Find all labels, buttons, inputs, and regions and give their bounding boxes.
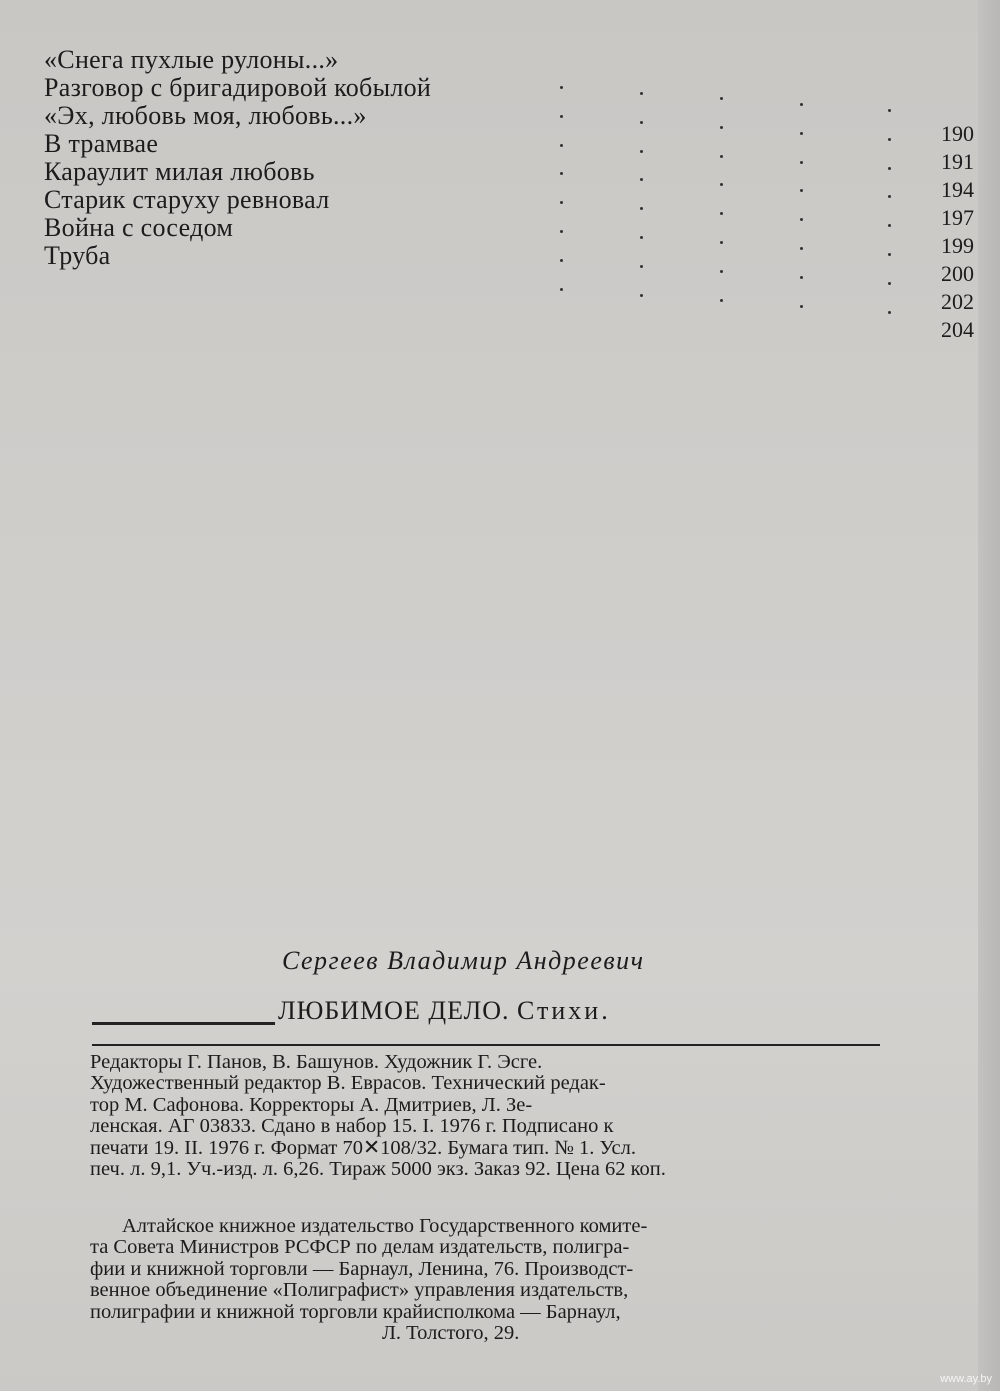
leader-dot — [640, 150, 643, 153]
imprint-line-5: печати 19. II. 1976 г. Формат 70✕108/32. Бумага тип. № 1. Усл. — [90, 1136, 637, 1159]
leader-dot — [800, 218, 803, 221]
page-edge — [978, 0, 1000, 1391]
toc-title-5: Караулит милая любовь — [44, 157, 315, 186]
leader-dot — [888, 253, 891, 256]
title-rule — [92, 1022, 275, 1025]
toc-title-1: «Снега пухлые рулоны...» — [44, 45, 339, 74]
leader-dot — [800, 161, 803, 164]
toc-page-1: 190 — [941, 121, 974, 146]
publisher-line-1: Алтайское книжное издательство Государственного комите- — [122, 1215, 648, 1237]
leader-dot — [888, 167, 891, 170]
publisher-line-5: полиграфии и книжной торговли крайисполкома — Барнаул, — [90, 1300, 621, 1323]
book-title: ЛЮБИМОЕ ДЕЛО. — [278, 996, 510, 1025]
divider-rule — [92, 1044, 712, 1046]
toc-title-8: Труба — [44, 241, 111, 270]
leader-dot — [560, 144, 563, 147]
leader-dot — [888, 138, 891, 141]
leader-dot — [640, 294, 643, 297]
toc-page-8: 204 — [941, 317, 974, 342]
leader-dot — [800, 189, 803, 192]
leader-dot — [800, 247, 803, 250]
author-name: Сергеев Владимир Андреевич — [282, 946, 645, 975]
toc-title-7: Война с соседом — [44, 213, 234, 242]
leader-dot — [640, 265, 643, 268]
leader-dot — [720, 299, 723, 302]
leader-dot — [560, 172, 563, 175]
title-rule-right — [712, 1044, 880, 1046]
leader-dot — [560, 230, 563, 233]
book-subtitle: Стихи. — [517, 996, 611, 1025]
imprint-line-3: тор М. Сафонова. Корректоры А. Дмитриев, Л. Зе- — [90, 1093, 533, 1116]
publisher-block — [90, 1216, 882, 1344]
leader-dot — [560, 115, 563, 118]
book-title-line — [278, 996, 611, 1026]
leader-dot — [720, 212, 723, 215]
publisher-line-3: фии и книжной торговли — Барнаул, Ленина, 76. Производст- — [90, 1257, 634, 1280]
toc-titles — [44, 46, 544, 270]
leader-dot — [640, 236, 643, 239]
toc-title-3: «Эх, любовь моя, любовь...» — [44, 101, 367, 130]
leader-dot — [640, 121, 643, 124]
toc-page-4: 197 — [941, 205, 974, 230]
imprint-line-4: ленская. АГ 03833. Сдано в набор 15. I. 1976 г. Подписано к — [90, 1115, 614, 1138]
leader-dot — [800, 103, 803, 106]
toc-page-2: 191 — [941, 149, 974, 174]
toc-title-6: Старик старуху ревновал — [44, 185, 330, 214]
toc-page-numbers — [924, 120, 974, 344]
leader-dot — [888, 109, 891, 112]
imprint-line-6: печ. л. 9,1. Уч.-изд. л. 6,26. Тираж 5000 экз. Заказ 92. Цена 62 коп. — [90, 1158, 666, 1181]
leader-dot — [888, 224, 891, 227]
leader-dot — [640, 92, 643, 95]
leader-dot — [720, 241, 723, 244]
watermark: www.ay.by — [940, 1373, 992, 1385]
leader-dot — [888, 311, 891, 314]
leader-dot — [560, 259, 563, 262]
toc-page-3: 194 — [941, 177, 974, 202]
toc-page-7: 202 — [941, 289, 974, 314]
toc-title-2: Разговор с бригадировой кобылой — [44, 73, 432, 102]
leader-dot — [800, 305, 803, 308]
leader-dot — [888, 195, 891, 198]
leader-dot — [640, 207, 643, 210]
leader-dot — [720, 183, 723, 186]
leader-dot — [720, 126, 723, 129]
imprint-block — [90, 1052, 882, 1180]
publisher-line-2: та Совета Министров РСФСР по делам издательств, полигра- — [90, 1236, 630, 1259]
leader-dot — [560, 201, 563, 204]
leader-dot — [800, 132, 803, 135]
toc-title-4: В трамвае — [44, 129, 159, 158]
leader-dot — [720, 155, 723, 158]
leader-dot — [560, 288, 563, 291]
leader-dot — [720, 270, 723, 273]
publisher-line-6: Л. Толстого, 29. — [382, 1322, 520, 1345]
publisher-line-4: венное объединение «Полиграфист» управления издательств, — [90, 1279, 629, 1302]
leader-dot — [800, 276, 803, 279]
toc-page-6: 200 — [941, 261, 974, 286]
leader-dot — [560, 86, 563, 89]
imprint-line-2: Художественный редактор В. Еврасов. Технический редак- — [90, 1072, 606, 1095]
toc-page-5: 199 — [941, 233, 974, 258]
leader-dot — [640, 178, 643, 181]
imprint-line-1: Редакторы Г. Панов, В. Башунов. Художник Г. Эсге. — [90, 1051, 543, 1073]
leader-dot — [720, 97, 723, 100]
leader-dot — [888, 282, 891, 285]
